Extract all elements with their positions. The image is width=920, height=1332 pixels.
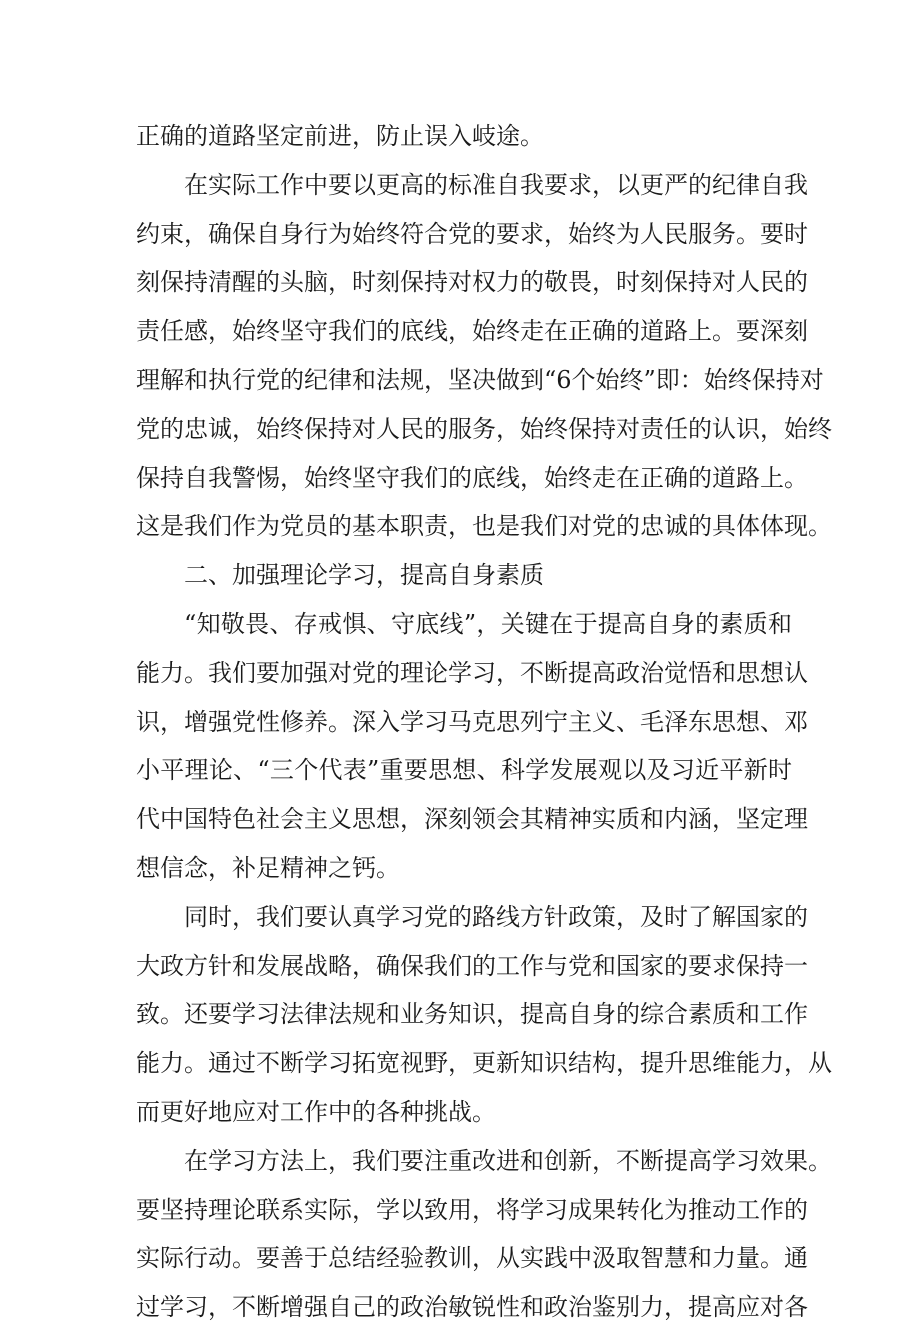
text-line: 同时，我们要认真学习党的路线方针政策，及时了解国家的 <box>184 902 808 931</box>
text-line: 而更好地应对工作中的各种挑战。 <box>136 1097 496 1126</box>
text-line: 党的忠诚，始终保持对人民的服务，始终保持对责任的认识，始终 <box>136 414 832 443</box>
text-line: 刻保持清醒的头脑，时刻保持对权力的敬畏，时刻保持对人民的 <box>136 268 808 297</box>
text-line: 这是我们作为党员的基本职责，也是我们对党的忠诚的具体体现。 <box>136 512 832 541</box>
document-body <box>136 112 832 1332</box>
text-line: 能力。我们要加强对党的理论学习，不断提高政治觉悟和思想认 <box>136 658 808 687</box>
text-line: 识，增强党性修养。深入学习马克思列宁主义、毛泽东思想、邓 <box>136 707 808 736</box>
text-line: 大政方针和发展战略，确保我们的工作与党和国家的要求保持一 <box>136 951 808 980</box>
text-line: 致。还要学习法律法规和业务知识，提高自身的综合素质和工作 <box>136 1000 808 1029</box>
text-line: 理解和执行党的纪律和法规，坚决做到“6个始终”即：始终保持对 <box>136 365 824 394</box>
text-line: 责任感，始终坚守我们的底线，始终走在正确的道路上。要深刻 <box>136 317 808 346</box>
text-line: 能力。通过不断学习拓宽视野，更新知识结构，提升思维能力，从 <box>136 1049 832 1078</box>
text-line: 在实际工作中要以更高的标准自我要求，以更严的纪律自我 <box>184 170 808 199</box>
text-line: 正确的道路坚定前进，防止误入岐途。 <box>136 122 544 150</box>
text-line: 约束，确保自身行为始终符合党的要求，始终为人民服务。要时 <box>136 219 808 248</box>
text-line: 小平理论、“三个代表”重要思想、科学发展观以及习近平新时 <box>136 756 792 785</box>
text-line: 在学习方法上，我们要注重改进和创新，不断提高学习效果。 <box>184 1146 832 1175</box>
section-heading: 二、加强理论学习，提高自身素质 <box>184 561 544 590</box>
text-line: 保持自我警惕，始终坚守我们的底线，始终走在正确的道路上。 <box>136 463 808 492</box>
text-line: 要坚持理论联系实际，学以致用，将学习成果转化为推动工作的 <box>136 1195 808 1224</box>
text-line: 想信念，补足精神之钙。 <box>136 853 400 882</box>
text-line: “知敬畏、存戒惧、守底线”，关键在于提高自身的素质和 <box>184 609 792 638</box>
text-line: 代中国特色社会主义思想，深刻领会其精神实质和内涵，坚定理 <box>136 805 808 834</box>
text-line: 过学习，不断增强自己的政治敏锐性和政治鉴别力，提高应对各 <box>136 1293 808 1322</box>
text-line: 实际行动。要善于总结经验教训，从实践中汲取智慧和力量。通 <box>136 1244 808 1273</box>
